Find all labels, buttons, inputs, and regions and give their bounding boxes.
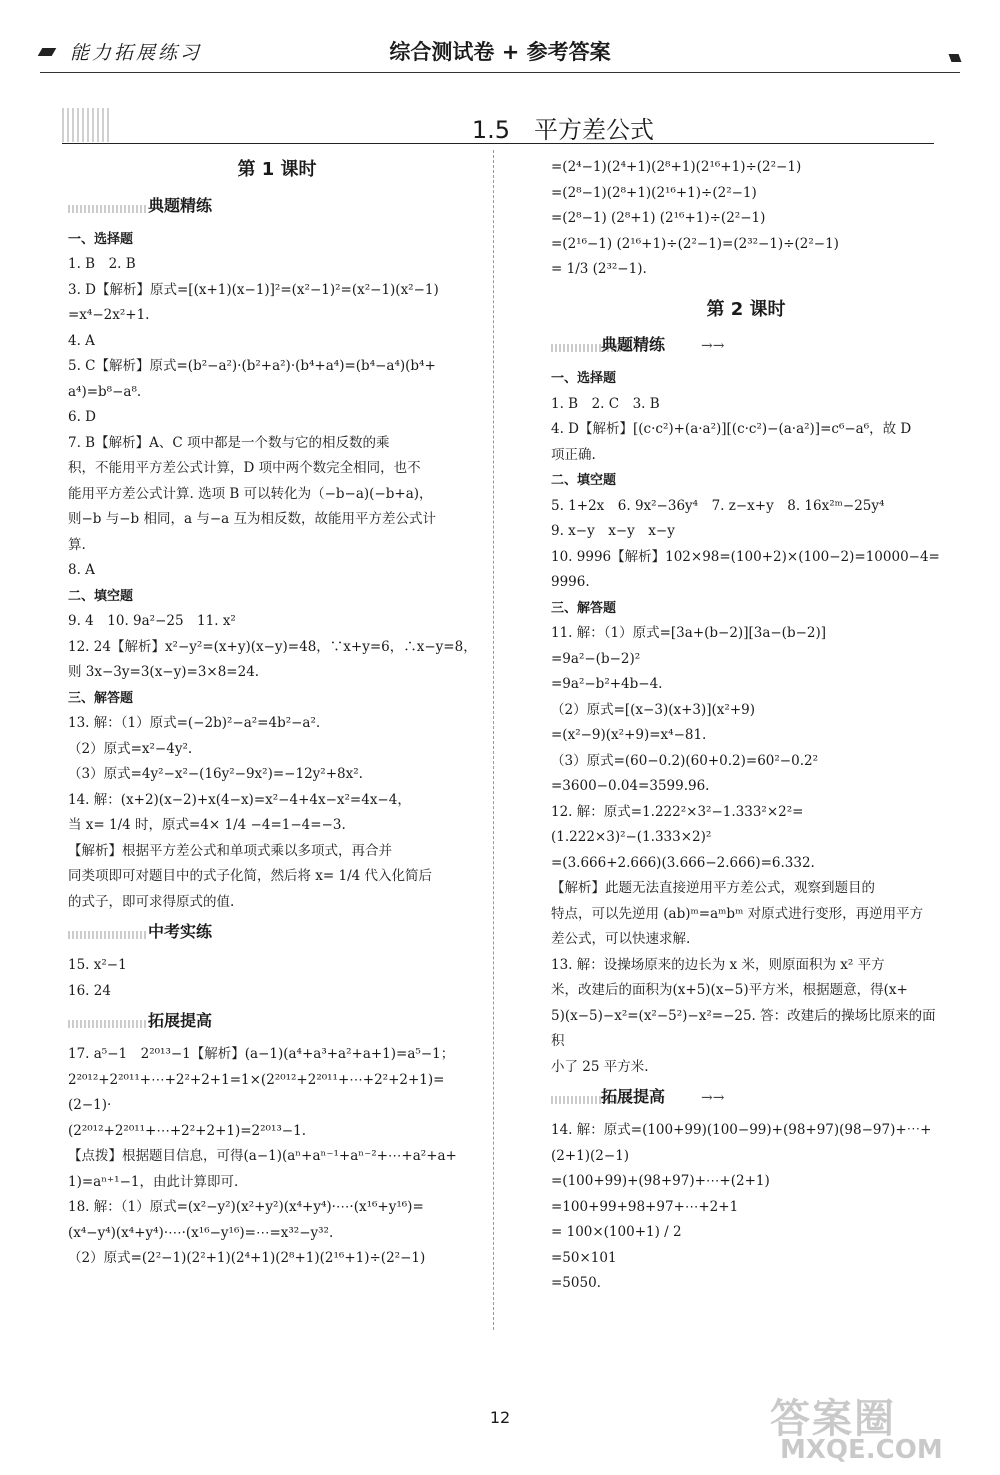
answer-line: =100+99+98+97+⋯+2+1	[551, 1198, 739, 1215]
answer-line: （3）原式=(60−0.2)(60+0.2)=60²−0.2²	[551, 752, 818, 769]
answer-line: 9. 4 10. 9a²−25 11. x²	[68, 613, 236, 629]
answer-line: 2²⁰¹²+2²⁰¹¹+⋯+2²+2+1=1×(2²⁰¹²+2²⁰¹¹+⋯+2²+2+1)=(2−1)·	[68, 1071, 445, 1113]
answer-line: （2）原式=[(x−3)(x+3)](x²+9)	[551, 701, 755, 718]
section-title-bar	[62, 108, 934, 144]
answer-line: 12. 解：原式=1.222²×3²−1.333²×2²=(1.222×3)²−(1.333×2)²	[551, 803, 804, 845]
answer-line: 4. D【解析】[(c·c²)+(a·a²)][(c·c²)−(a·a²)]=c⁶−a⁶，故 D	[551, 421, 912, 437]
answer-line: 5. 1+2x 6. 9x²−36y⁴ 7. z−x+y 8. 16x²ᵐ−25y⁴	[551, 497, 885, 514]
title-rule	[62, 143, 934, 144]
answer-line: =(x²−9)(x²+9)=x⁴−81.	[551, 727, 707, 743]
answer-line: 3. D【解析】原式=[(x+1)(x−1)]²=(x²−1)²=(x²−1)(x²−1)	[68, 281, 439, 298]
answer-line: =(100+99)+(98+97)+⋯+(2+1)	[551, 1173, 770, 1189]
answer-line: 13. 解：（1）原式=(−2b)²−a²=4b²−a².	[68, 715, 321, 731]
section-heading	[68, 1006, 486, 1038]
answer-line: 项正确.	[551, 446, 596, 463]
watermark-logo	[770, 1387, 980, 1467]
watermark-text: 答案圈	[770, 1396, 896, 1442]
answer-line: 13. 解：设操场原来的边长为 x 米，则原面积为 x² 平方	[551, 956, 885, 973]
answer-line: 6. D	[68, 409, 96, 425]
answer-line: 15. x²−1	[68, 957, 127, 973]
answer-line: =(3.666+2.666)(3.666−2.666)=6.332.	[551, 854, 815, 871]
section-label: 典题精练	[148, 195, 213, 215]
answer-line: a⁴)=b⁸−a⁸.	[68, 383, 142, 400]
section-label: 中考实练	[148, 922, 213, 941]
header-center-title: 综合测试卷 + 参考答案	[389, 40, 611, 64]
answer-line: 8. A	[68, 562, 95, 578]
answer-list	[68, 953, 486, 1004]
answer-line: = 1/3 (2³²−1).	[551, 261, 647, 277]
category-heading: 三、解答题	[551, 600, 617, 616]
answer-line: =9a²−(b−2)²	[551, 650, 641, 667]
answer-line: 【解析】根据平方差公式和单项式乘以多项式，再合并	[68, 842, 392, 859]
page-title: 1.5 平方差公式	[471, 116, 654, 144]
answer-line: 16. 24	[68, 982, 111, 999]
lesson-heading: 第 1 课时	[237, 159, 317, 180]
section-heading	[68, 917, 486, 949]
answer-line: 12. 24【解析】x²−y²=(x+y)(x−y)=48，∵x+y=6，∴x−y=8，	[68, 638, 477, 655]
answer-line: 则−b 与−b 相同，a 与−a 互为相反数，故能用平方差公式计	[68, 511, 436, 527]
answer-line: =(2⁸−1)(2⁸+1)(2¹⁶+1)÷(2²−1)	[551, 184, 757, 201]
answer-line: =5050.	[551, 1275, 601, 1291]
page-number: 12	[489, 1408, 511, 1427]
category-heading: 三、解答题	[68, 690, 134, 706]
answer-line: 4. A	[68, 332, 95, 349]
answer-list	[551, 494, 941, 596]
answer-line: （3）原式=4y²−x²−(16y²−9x²)=−12y²+8x².	[68, 766, 363, 782]
answer-line: 能用平方差公式计算. 选项 B 可以转化为（−b−a)(−b+a)，	[68, 485, 433, 502]
answer-line: 米，改建后的面积为(x+5)(x−5)平方米，根据题意，得(x+	[551, 982, 908, 998]
page-header	[40, 36, 960, 66]
answer-line: =3600−0.04=3599.96.	[551, 778, 710, 794]
header-book-title: 能力拓展练习	[70, 42, 203, 64]
answer-line: 5. C【解析】原式=(b²−a²)·(b²+a²)·(b⁴+a⁴)=(b⁴−a⁴)(b⁴+	[68, 358, 436, 374]
left-column	[68, 155, 486, 1272]
answer-list	[68, 711, 486, 915]
section-heading	[68, 191, 486, 223]
answer-line: 17. a⁵−1 2²⁰¹³−1【解析】(a−1)(a⁴+a³+a²+a+1)=a⁵−1；	[68, 1046, 455, 1062]
answer-list	[68, 1042, 486, 1272]
answer-line: 1. B 2. B	[68, 256, 136, 272]
answer-line: 1. B 2. C 3. B	[551, 395, 660, 412]
section-label: 拓展提高	[148, 1011, 213, 1030]
answer-line: 9. x−y x−y x−y	[551, 523, 675, 539]
answer-list	[551, 155, 941, 283]
answer-list	[68, 609, 486, 686]
header-rule	[40, 72, 960, 73]
section-heading	[551, 1082, 941, 1114]
right-column	[551, 155, 941, 1297]
answer-line: =(2¹⁶−1) (2¹⁶+1)÷(2²−1)=(2³²−1)÷(2²−1)	[551, 235, 839, 252]
section-decoration-icon	[68, 1020, 148, 1028]
answer-line: 特点，可以先逆用 (ab)ᵐ=aᵐbᵐ 对原式进行变形，再逆用平方	[551, 905, 924, 922]
answer-line: 小了 25 平方米.	[551, 1058, 649, 1075]
answer-list	[551, 1118, 941, 1297]
answer-line: 积，不能用平方差公式计算，D 项中两个数完全相同，也不	[68, 460, 421, 476]
answer-line: 则 3x−3y=3(x−y)=3×8=24.	[68, 664, 260, 680]
answer-line: 14. 解：(x+2)(x−2)+x(4−x)=x²−4+4x−x²=4x−4，	[68, 791, 411, 808]
lesson-heading: 第 2 课时	[706, 298, 786, 320]
answer-line: 10. 9996【解析】102×98=(100+2)×(100−2)=10000−4=	[551, 548, 940, 565]
title-decoration-icon	[62, 108, 112, 142]
section-decoration-icon	[68, 931, 148, 939]
answer-line: （2）原式=(2²−1)(2²+1)(2⁴+1)(2⁸+1)(2¹⁶+1)÷(2²−1)	[68, 1250, 426, 1266]
answer-line: 11. 解：（1）原式=[3a+(b−2)][3a−(b−2)]	[551, 625, 827, 641]
answer-line: 【解析】此题无法直接逆用平方差公式，观察到题目的	[551, 880, 875, 896]
answer-line: 同类项即可对题目中的式子化简，然后将 x= 1/4 代入化简后	[68, 868, 433, 884]
answer-line: 1)=aⁿ⁺¹−1，由此计算即可.	[68, 1173, 239, 1190]
answer-line: 【点拨】根据题目信息，可得(a−1)(aⁿ+aⁿ⁻¹+aⁿ⁻²+⋯+a²+a+	[68, 1148, 457, 1164]
answer-line: =9a²−b²+4b−4.	[551, 676, 663, 692]
watermark-url: MXQE.COM	[780, 1435, 943, 1465]
answer-line: (2²⁰¹²+2²⁰¹¹+⋯+2²+2+1)=2²⁰¹³−1.	[68, 1122, 306, 1139]
category-heading: 一、选择题	[68, 231, 134, 247]
section-label: 拓展提高	[601, 1087, 666, 1106]
answer-line: 7. B【解析】A、C 项中都是一个数与它的相反数的乘	[68, 434, 390, 451]
answer-line: 算.	[68, 536, 86, 553]
answer-line: 5)(x−5)−x²=(x²−5²)−x²=−25. 答：改建后的操场比原来的面积	[551, 1007, 936, 1049]
section-decoration-icon	[68, 205, 148, 213]
answer-line: 当 x= 1/4 时，原式=4× 1/4 −4=1−4=−3.	[68, 817, 346, 833]
answer-line: =50×101	[551, 1249, 617, 1266]
section-label: 典题精练	[601, 335, 666, 354]
section-heading	[551, 330, 941, 362]
answer-line: =(2⁴−1)(2⁴+1)(2⁸+1)(2¹⁶+1)÷(2²−1)	[551, 159, 802, 175]
column-divider	[493, 150, 494, 1330]
category-heading: 二、填空题	[68, 588, 134, 604]
answer-line: = 100×(100+1) / 2	[551, 1224, 682, 1240]
answer-line: =x⁴−2x²+1.	[68, 307, 150, 323]
answer-line: （2）原式=x²−4y².	[68, 740, 193, 757]
answer-line: 9996.	[551, 574, 590, 590]
answer-line: 14. 解：原式=(100+99)(100−99)+(98+97)(98−97)+⋯+	[551, 1122, 932, 1138]
answer-list	[551, 392, 941, 469]
answer-line: =(2⁸−1) (2⁸+1) (2¹⁶+1)÷(2²−1)	[551, 210, 766, 226]
answer-line: (2+1)(2−1)	[551, 1147, 630, 1164]
arrow-icon: →→	[701, 338, 725, 354]
answer-list	[551, 621, 941, 1080]
answer-line: 18. 解：（1）原式=(x²−y²)(x²+y²)(x⁴+y⁴)·⋯·(x¹⁶+y¹⁶)=	[68, 1199, 424, 1215]
answer-line: (x⁴−y⁴)(x⁴+y⁴)·⋯·(x¹⁶−y¹⁶)=⋯=x³²−y³².	[68, 1224, 334, 1241]
answer-line: 差公式，可以快速求解.	[551, 931, 691, 947]
category-heading: 二、填空题	[551, 473, 617, 488]
answer-list	[68, 252, 486, 584]
answer-line: 的式子，即可求得原式的值.	[68, 893, 235, 910]
arrow-icon: →→	[701, 1090, 725, 1106]
category-heading: 一、选择题	[551, 371, 617, 386]
